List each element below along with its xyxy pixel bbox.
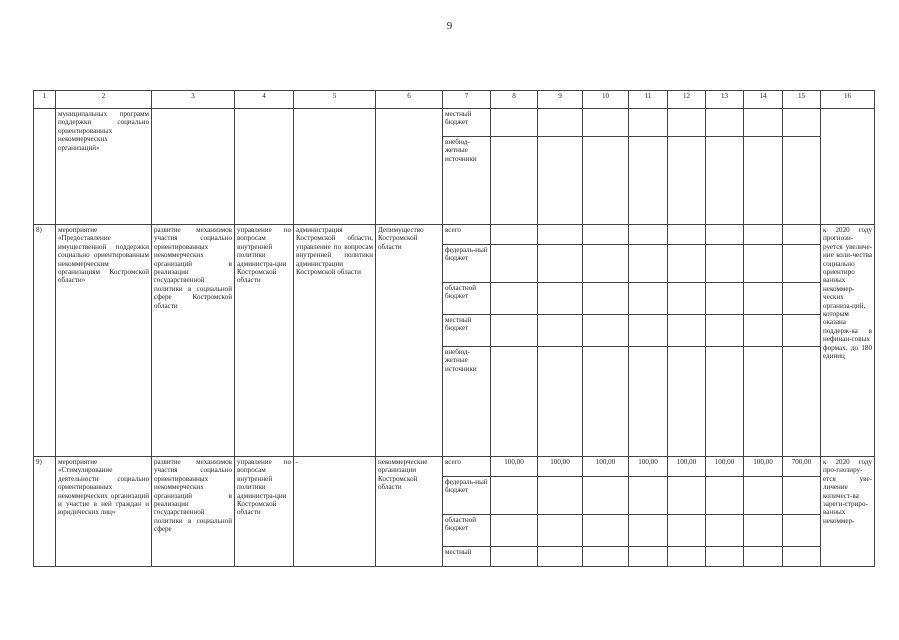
funding-source: местный бюджет (443, 109, 491, 137)
co-executors: администрация Костромской области, управление по вопросам внутренней политики администрации Костромской области (294, 225, 376, 457)
amount-cell: 100,00 (629, 457, 668, 477)
measure-name: мероприятие «Стимулирование деятельности социально ориентированных некоммерческих организаций и участие в ней граждан и юридических лиц» (56, 457, 152, 567)
funding-source: всего (443, 457, 491, 477)
amount-cell: 100,00 (744, 457, 783, 477)
amount-cell: 700,00 (783, 457, 821, 477)
header-cell: 15 (783, 91, 821, 109)
funding-source: местный (443, 547, 491, 567)
header-cell: 3 (152, 91, 235, 109)
table-row (34, 457, 875, 477)
responsible-executor: управление по вопросам внутренней политики администра-ции Костромской области (235, 225, 294, 457)
funding-source: внебюд-жетные источники (443, 137, 491, 225)
participants: Депимущество Костромской области (376, 225, 443, 457)
table-row (34, 225, 875, 245)
funding-source: федераль-ный бюджет (443, 477, 491, 515)
responsible-executor: управление по вопросам внутренней политики администра-ции Костромской области (235, 457, 294, 567)
participants: некоммерческие организации Костромской области (376, 457, 443, 567)
measure-goal: развитие механизмов участия социально ориентированных некоммерческих организаций в реализации государственной политики в социальной сфере Костромской области (152, 225, 235, 457)
expected-result: к 2020 году прогнози-руется увеличе-ние коли-чества социально ориентиро ванных некоммер-ческих организа-ций, которым оказана поддерж-ка в нефинан-совых формах, до 180 единиц (821, 225, 875, 457)
amount-cell: 100,00 (491, 457, 538, 477)
header-cell: 14 (744, 91, 783, 109)
funding-source: областной бюджет (443, 515, 491, 547)
measure-name: мероприятие «Предоставление имущественной поддержки социально ориентированным некоммерческим организациям Костромской области» (56, 225, 152, 457)
program-table (33, 90, 875, 567)
header-cell: 11 (629, 91, 668, 109)
expected-result: к 2020 году про-гнозиру-ется уве-личение количест-ва зареги-стриро-ванных некоммер- (821, 457, 875, 567)
page-number: 9 (446, 20, 453, 32)
header-cell: 5 (294, 91, 376, 109)
funding-source: внебюд-жетные источники (443, 347, 491, 457)
header-cell: 4 (235, 91, 294, 109)
header-cell: 7 (443, 91, 491, 109)
measure-name: муниципальных программ поддержки социально ориентированных некоммерческих организаций» (56, 109, 152, 225)
funding-source: федераль-ный бюджет (443, 245, 491, 283)
header-cell: 10 (583, 91, 629, 109)
amount-cell: 100,00 (583, 457, 629, 477)
amount-cell: 100,00 (668, 457, 706, 477)
header-row (34, 91, 875, 109)
header-cell: 9 (538, 91, 583, 109)
measure-goal: развитие механизмов участия социально ориентированных некоммерческих организаций в реализации государственной политики в социальной сфере (152, 457, 235, 567)
row-number: 9) (34, 457, 56, 567)
amount-cell: 100,00 (538, 457, 583, 477)
header-cell: 6 (376, 91, 443, 109)
funding-source: местный бюджет (443, 315, 491, 347)
header-cell: 13 (706, 91, 744, 109)
funding-source: областной бюджет (443, 283, 491, 315)
header-cell: 1 (34, 91, 56, 109)
header-cell: 8 (491, 91, 538, 109)
amount-cell: 100,00 (706, 457, 744, 477)
funding-source: всего (443, 225, 491, 245)
header-cell: 16 (821, 91, 875, 109)
header-cell: 2 (56, 91, 152, 109)
row-number: 8) (34, 225, 56, 457)
table-row (34, 109, 875, 137)
co-executors: - (294, 457, 376, 567)
header-cell: 12 (668, 91, 706, 109)
